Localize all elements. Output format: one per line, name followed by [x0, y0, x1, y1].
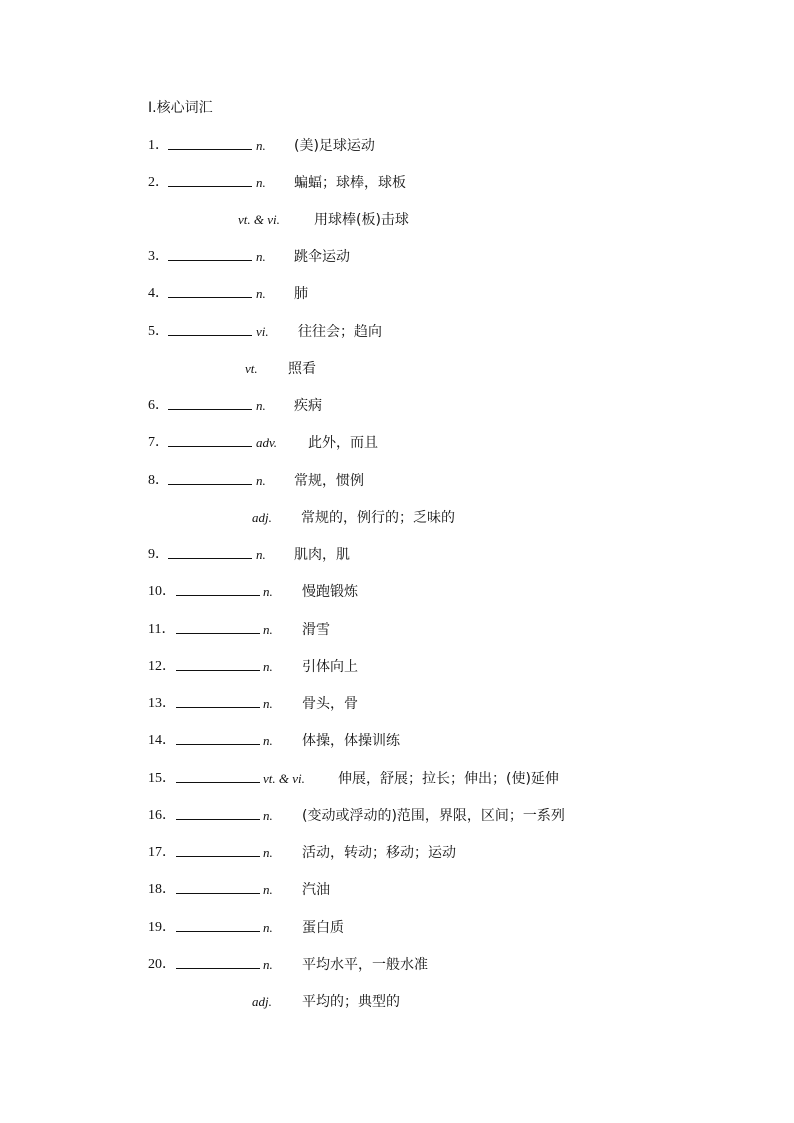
answer-blank[interactable]	[176, 880, 260, 894]
vocab-entry-7	[0, 433, 794, 453]
meaning: 往往会；趋向	[298, 324, 382, 340]
meaning: 疾病	[294, 398, 322, 414]
entry-number: 18．	[148, 882, 176, 897]
entry-number: 2．	[148, 175, 169, 190]
part-of-speech: n.	[256, 547, 266, 562]
entry-number: 15．	[148, 771, 176, 786]
part-of-speech: n.	[263, 808, 273, 823]
vocab-entry-17	[0, 843, 794, 863]
meaning: 滑雪	[302, 622, 330, 638]
vocab-entry-4	[0, 284, 794, 304]
part-of-speech: n.	[263, 882, 273, 897]
answer-blank[interactable]	[168, 284, 252, 298]
part-of-speech: vi.	[256, 324, 269, 339]
part-of-speech: vt. & vi.	[263, 771, 305, 786]
meaning: 此外，而且	[308, 435, 378, 451]
part-of-speech: n.	[263, 584, 273, 599]
part-of-speech: n.	[263, 659, 273, 674]
answer-blank[interactable]	[168, 545, 252, 559]
part-of-speech: n.	[256, 138, 266, 153]
part-of-speech: n.	[256, 398, 266, 413]
answer-blank[interactable]	[176, 769, 260, 783]
part-of-speech: adv.	[256, 435, 278, 450]
vocab-entry-10	[0, 582, 794, 602]
answer-blank[interactable]	[168, 433, 252, 447]
part-of-speech: n.	[263, 733, 273, 748]
meaning: 肌肉，肌	[294, 547, 350, 563]
answer-blank[interactable]	[176, 955, 260, 969]
meaning: 平均的；典型的	[302, 994, 400, 1010]
section-title: Ⅰ.核心词汇	[148, 100, 213, 116]
vocab-entry-5-sub	[0, 359, 794, 379]
part-of-speech: n.	[256, 473, 266, 488]
vocab-entry-20	[0, 955, 794, 975]
part-of-speech: n.	[263, 920, 273, 935]
answer-blank[interactable]	[176, 582, 260, 596]
meaning: 常规，惯例	[294, 473, 364, 489]
answer-blank[interactable]	[168, 471, 252, 485]
vocab-entry-18	[0, 880, 794, 900]
entry-number: 5．	[148, 324, 169, 339]
vocab-entry-12	[0, 657, 794, 677]
meaning: 蝙蝠；球棒，球板	[294, 175, 406, 191]
vocab-entry-2-sub	[0, 210, 794, 230]
meaning: (变动或浮动的)范围，界限，区间；一系列	[302, 808, 565, 824]
answer-blank[interactable]	[176, 657, 260, 671]
entry-number: 4．	[148, 286, 169, 301]
vocab-entry-3	[0, 247, 794, 267]
entry-number: 11．	[148, 622, 176, 637]
entry-number: 7．	[148, 435, 169, 450]
part-of-speech: n.	[263, 845, 273, 860]
meaning: 活动，转动；移动；运动	[302, 845, 456, 861]
meaning: 汽油	[302, 882, 330, 898]
part-of-speech: n.	[263, 957, 273, 972]
entry-number: 13．	[148, 696, 176, 711]
meaning: 骨头，骨	[302, 696, 358, 712]
part-of-speech: adj.	[252, 994, 272, 1009]
vocab-entry-8-sub	[0, 508, 794, 528]
entry-number: 1．	[148, 138, 169, 153]
meaning: 伸展，舒展；拉长；伸出；(使)延伸	[338, 771, 559, 787]
meaning: 用球棒(板)击球	[314, 212, 409, 228]
meaning: 体操，体操训练	[302, 733, 400, 749]
entry-number: 20．	[148, 957, 176, 972]
vocab-entry-19	[0, 918, 794, 938]
answer-blank[interactable]	[168, 396, 252, 410]
meaning: (美)足球运动	[294, 138, 375, 154]
part-of-speech: n.	[256, 286, 266, 301]
answer-blank[interactable]	[176, 620, 260, 634]
vocab-entry-5	[0, 322, 794, 342]
entry-number: 14．	[148, 733, 176, 748]
vocab-entry-14	[0, 731, 794, 751]
entry-number: 9．	[148, 547, 169, 562]
answer-blank[interactable]	[168, 173, 252, 187]
part-of-speech: vt.	[245, 361, 258, 376]
meaning: 肺	[294, 286, 308, 302]
part-of-speech: n.	[263, 696, 273, 711]
answer-blank[interactable]	[176, 694, 260, 708]
meaning: 平均水平，一般水准	[302, 957, 428, 973]
vocab-entry-20-sub	[0, 992, 794, 1012]
vocab-entry-11	[0, 620, 794, 640]
part-of-speech: adj.	[252, 510, 272, 525]
answer-blank[interactable]	[176, 843, 260, 857]
vocab-entry-16	[0, 806, 794, 826]
vocab-entry-15	[0, 769, 794, 789]
vocab-entry-1	[0, 136, 794, 156]
answer-blank[interactable]	[176, 806, 260, 820]
meaning: 慢跑锻炼	[302, 584, 358, 600]
answer-blank[interactable]	[168, 247, 252, 261]
answer-blank[interactable]	[176, 731, 260, 745]
meaning: 跳伞运动	[294, 249, 350, 265]
vocab-entry-13	[0, 694, 794, 714]
part-of-speech: n.	[256, 175, 266, 190]
answer-blank[interactable]	[168, 322, 252, 336]
entry-number: 6．	[148, 398, 169, 413]
part-of-speech: n.	[256, 249, 266, 264]
entry-number: 12．	[148, 659, 176, 674]
entry-number: 17．	[148, 845, 176, 860]
meaning: 蛋白质	[302, 920, 344, 936]
vocab-entry-6	[0, 396, 794, 416]
meaning: 引体向上	[302, 659, 358, 675]
entry-number: 3．	[148, 249, 169, 264]
entry-number: 8．	[148, 473, 169, 488]
answer-blank[interactable]	[168, 136, 252, 150]
entry-number: 16．	[148, 808, 176, 823]
entry-number: 10．	[148, 584, 176, 599]
part-of-speech: n.	[263, 622, 273, 637]
answer-blank[interactable]	[176, 918, 260, 932]
vocab-entry-8	[0, 471, 794, 491]
vocab-entry-9	[0, 545, 794, 565]
entry-number: 19．	[148, 920, 176, 935]
part-of-speech: vt. & vi.	[238, 212, 280, 227]
vocab-entry-2	[0, 173, 794, 193]
meaning: 常规的，例行的；乏味的	[301, 510, 455, 526]
meaning: 照看	[288, 361, 316, 377]
